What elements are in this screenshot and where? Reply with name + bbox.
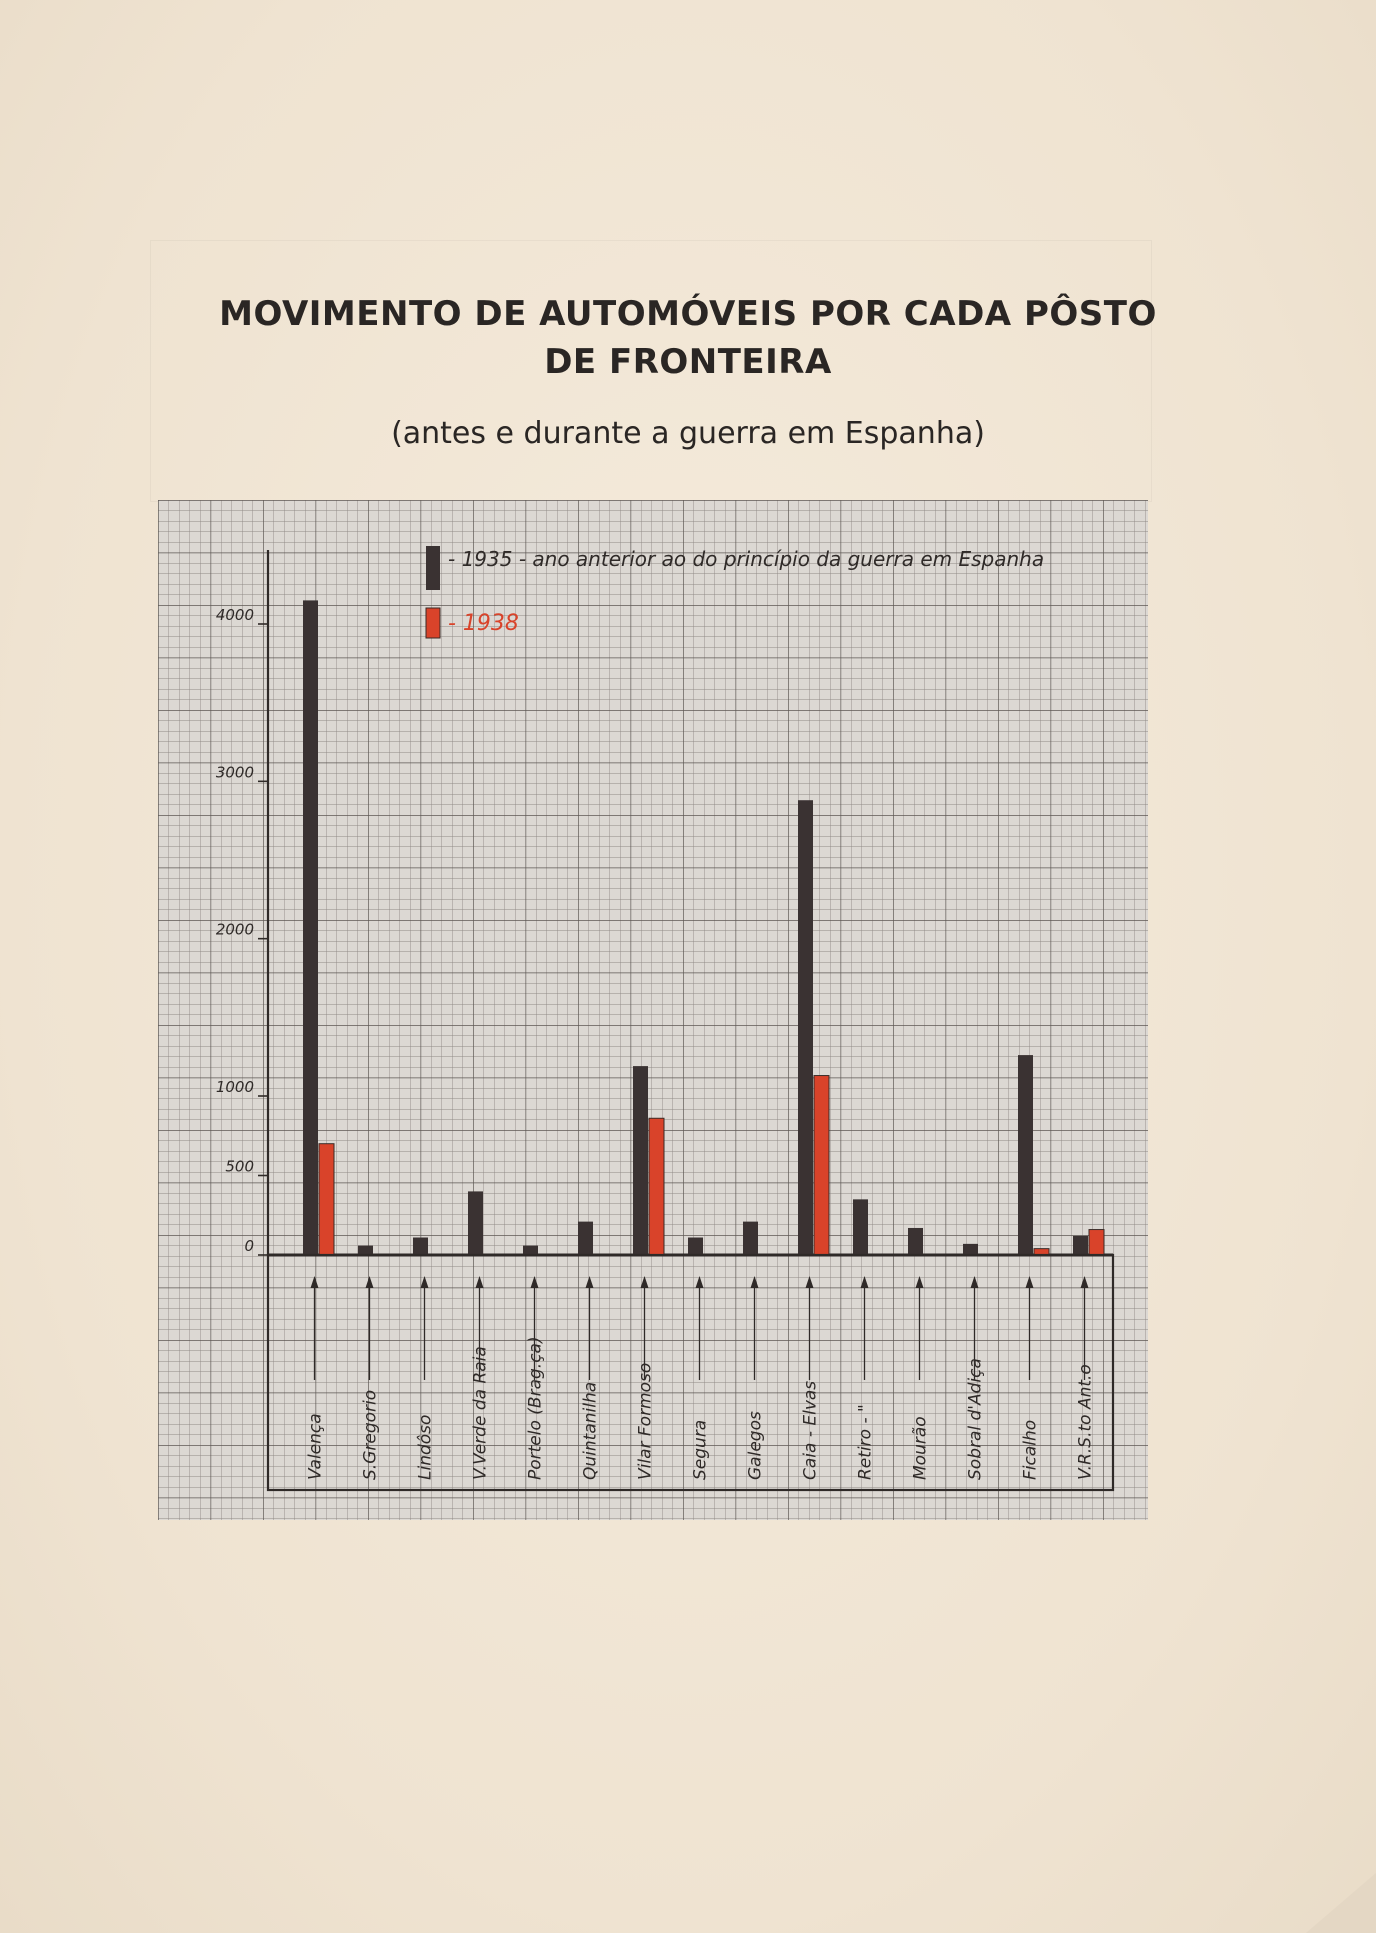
category-label: Caia - Elvas (800, 1380, 821, 1480)
bar-1935 (578, 1222, 593, 1255)
bar-1935 (468, 1191, 483, 1255)
legend-swatch-1938 (426, 608, 440, 638)
category-label: Vilar Formoso (635, 1362, 656, 1480)
page-title (100, 290, 1276, 386)
bar-1935 (908, 1228, 923, 1255)
category-label: Portelo (Brag.ça) (525, 1336, 546, 1480)
bar-1935 (963, 1244, 978, 1255)
bar-1935 (633, 1066, 648, 1255)
bar-1935 (743, 1222, 758, 1255)
category-label: Lindôso (415, 1414, 436, 1480)
bar-1935 (853, 1199, 868, 1255)
category-label: Retiro - " (855, 1404, 876, 1480)
bar-1935 (1073, 1236, 1088, 1255)
category-label: Galegos (745, 1411, 766, 1480)
page-corner-fold (1306, 1873, 1376, 1933)
category-label: S.Gregorio (360, 1389, 381, 1480)
bar-1938 (319, 1144, 334, 1255)
y-tick-label: 1000 (215, 1078, 254, 1096)
legend-label-1935: - 1935 - ano anterior ao do princípio da guerra em Espanha (448, 547, 1045, 571)
bar-1935 (303, 600, 318, 1255)
bar-1938 (1089, 1230, 1104, 1255)
bar-1935 (413, 1238, 428, 1255)
y-tick-label: 2000 (215, 920, 254, 939)
y-tick-label: 4000 (215, 606, 254, 624)
category-label: Ficalho (1020, 1419, 1041, 1480)
bar-1935 (523, 1245, 538, 1255)
category-label: Sobral d'Adiça (965, 1358, 986, 1480)
bar-1935 (358, 1245, 373, 1255)
category-label: V.R.S.to Ant.o (1075, 1364, 1096, 1480)
category-label: Valença (305, 1413, 326, 1480)
bar-chart (158, 500, 1148, 1520)
legend-label-1938: - 1938 (448, 611, 519, 636)
category-label: Quintanilha (580, 1381, 601, 1480)
bar-1938 (814, 1076, 829, 1255)
category-label: Segura (690, 1419, 711, 1480)
page-subtitle: (antes e durante a guerra em Espanha) (391, 416, 985, 451)
category-label: Mourão (910, 1416, 931, 1480)
bar-1935 (1018, 1055, 1033, 1255)
y-tick-label: 3000 (215, 763, 254, 782)
title-line-2: DE FRONTEIRA (544, 342, 832, 382)
category-label: V.Verde da Raia (470, 1346, 491, 1480)
bar-1935 (688, 1238, 703, 1255)
bar-1938 (649, 1118, 664, 1255)
legend-swatch-1935 (426, 546, 440, 590)
y-tick-label: 500 (225, 1157, 254, 1176)
bar-1935 (798, 800, 813, 1255)
y-tick-label: 0 (244, 1237, 254, 1255)
title-line-1: MOVIMENTO DE AUTOMÓVEIS POR CADA PÔSTO (219, 294, 1157, 334)
